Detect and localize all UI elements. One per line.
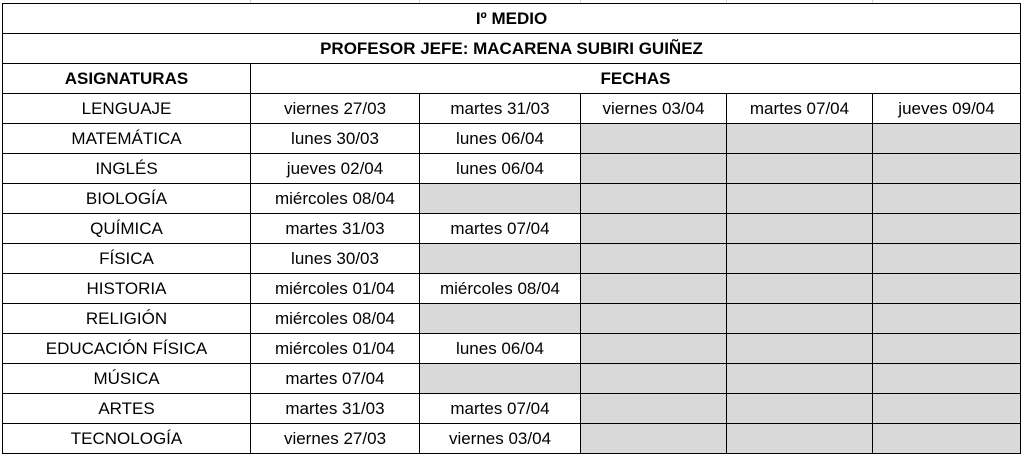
date-cell[interactable] xyxy=(727,124,873,154)
date-cell[interactable] xyxy=(727,244,873,274)
table-row xyxy=(3,274,1021,304)
schedule-table xyxy=(2,3,1021,454)
date-cell[interactable] xyxy=(581,394,727,424)
date-cell[interactable]: miércoles 08/04 xyxy=(420,274,581,304)
dates-header[interactable]: FECHAS xyxy=(251,64,1021,94)
date-cell[interactable] xyxy=(873,364,1021,394)
date-cell[interactable] xyxy=(873,424,1021,454)
date-cell[interactable] xyxy=(873,244,1021,274)
table-row xyxy=(3,124,1021,154)
date-cell[interactable] xyxy=(727,274,873,304)
teacher-name[interactable]: PROFESOR JEFE: MACARENA SUBIRI GUIÑEZ xyxy=(3,34,1021,64)
date-cell[interactable] xyxy=(581,214,727,244)
date-cell[interactable] xyxy=(420,364,581,394)
date-cell[interactable]: viernes 03/04 xyxy=(420,424,581,454)
date-cell[interactable] xyxy=(873,274,1021,304)
subject-cell[interactable]: ARTES xyxy=(3,394,251,424)
date-cell[interactable]: viernes 27/03 xyxy=(251,94,420,124)
date-cell[interactable]: martes 31/03 xyxy=(251,394,420,424)
subject-cell[interactable]: EDUCACIÓN FÍSICA xyxy=(3,334,251,364)
date-cell[interactable] xyxy=(581,124,727,154)
date-cell[interactable]: miércoles 01/04 xyxy=(251,334,420,364)
date-cell[interactable]: viernes 27/03 xyxy=(251,424,420,454)
subject-cell[interactable]: TECNOLOGÍA xyxy=(3,424,251,454)
subjects-header[interactable]: ASIGNATURAS xyxy=(3,64,251,94)
date-cell[interactable] xyxy=(873,184,1021,214)
table-row xyxy=(3,394,1021,424)
date-cell[interactable]: jueves 09/04 xyxy=(873,94,1021,124)
date-cell[interactable] xyxy=(727,184,873,214)
table-row xyxy=(3,424,1021,454)
date-cell[interactable] xyxy=(420,244,581,274)
date-cell[interactable]: lunes 06/04 xyxy=(420,124,581,154)
date-cell[interactable] xyxy=(420,184,581,214)
date-cell[interactable] xyxy=(420,304,581,334)
table-row xyxy=(3,154,1021,184)
date-cell[interactable] xyxy=(581,424,727,454)
date-cell[interactable] xyxy=(727,154,873,184)
date-cell[interactable] xyxy=(873,214,1021,244)
title-row xyxy=(3,4,1021,34)
date-cell[interactable]: martes 07/04 xyxy=(251,364,420,394)
date-cell[interactable] xyxy=(581,304,727,334)
subject-cell[interactable]: QUÍMICA xyxy=(3,214,251,244)
date-cell[interactable]: miércoles 01/04 xyxy=(251,274,420,304)
subject-cell[interactable]: HISTORIA xyxy=(3,274,251,304)
date-cell[interactable] xyxy=(581,184,727,214)
date-cell[interactable]: viernes 03/04 xyxy=(581,94,727,124)
date-cell[interactable] xyxy=(581,334,727,364)
sheet-title[interactable]: Iº MEDIO xyxy=(3,4,1021,34)
subject-cell[interactable]: MÚSICA xyxy=(3,364,251,394)
date-cell[interactable]: lunes 30/03 xyxy=(251,124,420,154)
date-cell[interactable] xyxy=(727,304,873,334)
table-row xyxy=(3,184,1021,214)
date-cell[interactable]: martes 07/04 xyxy=(420,394,581,424)
table-row xyxy=(3,304,1021,334)
date-cell[interactable]: lunes 06/04 xyxy=(420,334,581,364)
date-cell[interactable]: martes 07/04 xyxy=(727,94,873,124)
date-cell[interactable]: lunes 30/03 xyxy=(251,244,420,274)
header-row xyxy=(3,64,1021,94)
date-cell[interactable] xyxy=(727,394,873,424)
date-cell[interactable] xyxy=(581,274,727,304)
date-cell[interactable]: martes 31/03 xyxy=(420,94,581,124)
date-cell[interactable]: martes 07/04 xyxy=(420,214,581,244)
table-row xyxy=(3,334,1021,364)
date-cell[interactable]: jueves 02/04 xyxy=(251,154,420,184)
table-row xyxy=(3,244,1021,274)
subject-cell[interactable]: RELIGIÓN xyxy=(3,304,251,334)
date-cell[interactable] xyxy=(873,124,1021,154)
date-cell[interactable] xyxy=(873,304,1021,334)
date-cell[interactable] xyxy=(727,214,873,244)
date-cell[interactable] xyxy=(581,364,727,394)
date-cell[interactable] xyxy=(873,334,1021,364)
table-row xyxy=(3,94,1021,124)
date-cell[interactable] xyxy=(727,424,873,454)
date-cell[interactable] xyxy=(727,364,873,394)
date-cell[interactable] xyxy=(873,154,1021,184)
table-row xyxy=(3,364,1021,394)
subject-cell[interactable]: LENGUAJE xyxy=(3,94,251,124)
date-cell[interactable]: miércoles 08/04 xyxy=(251,184,420,214)
date-cell[interactable] xyxy=(581,244,727,274)
subject-cell[interactable]: FÍSICA xyxy=(3,244,251,274)
date-cell[interactable]: lunes 06/04 xyxy=(420,154,581,184)
subject-cell[interactable]: MATEMÁTICA xyxy=(3,124,251,154)
teacher-row xyxy=(3,34,1021,64)
date-cell[interactable]: miércoles 08/04 xyxy=(251,304,420,334)
subject-cell[interactable]: BIOLOGÍA xyxy=(3,184,251,214)
date-cell[interactable] xyxy=(581,154,727,184)
table-row xyxy=(3,214,1021,244)
date-cell[interactable] xyxy=(873,394,1021,424)
date-cell[interactable]: martes 31/03 xyxy=(251,214,420,244)
date-cell[interactable] xyxy=(727,334,873,364)
subject-cell[interactable]: INGLÉS xyxy=(3,154,251,184)
